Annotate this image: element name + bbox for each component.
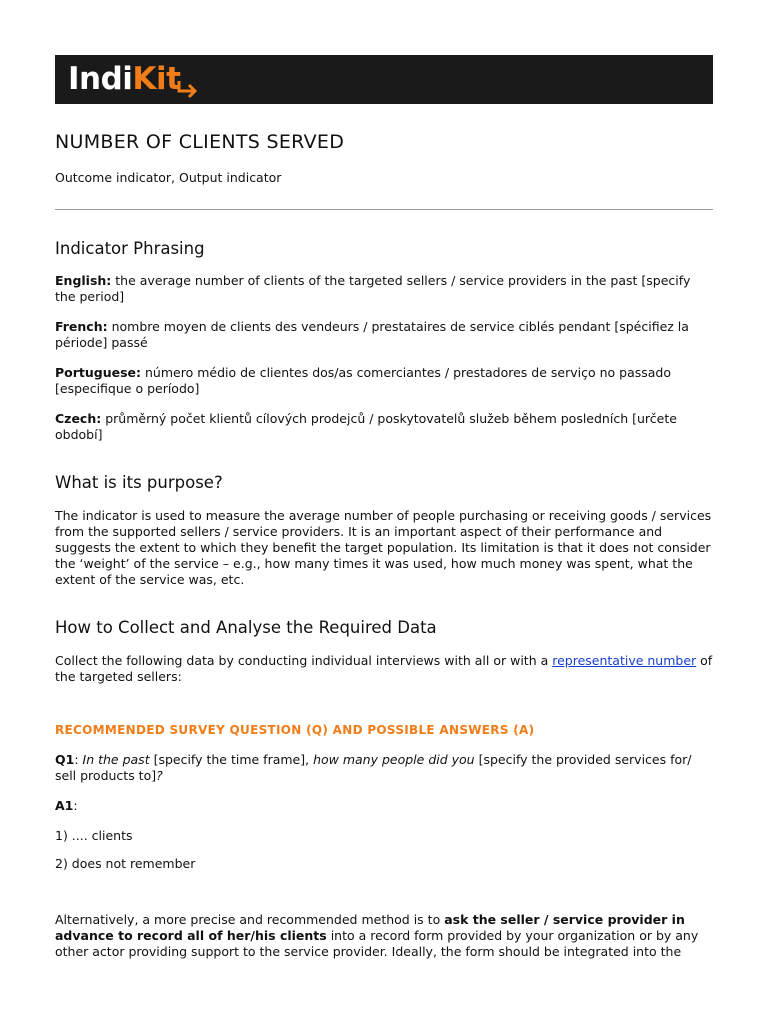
alternative-bold: ask the seller / service provider in advance to record all of her/his clients [55,912,685,943]
phrasing-text: nombre moyen de clients des vendeurs / prestataires de service ciblés pendant [spécifiez la période] passé [55,319,689,350]
phrasing-text: número médio de clientes dos/as comerciantes / prestadores de serviço no passado [especifique o período] [55,365,671,396]
indikit-logo [68,61,180,97]
answer-option-2: 2) does not remember [55,856,196,871]
phrasing-label: Czech: [55,411,102,426]
header-logo-bar [55,55,713,104]
alternative-text-2: into a record form provided by your organization or by any other actor providing support to the service provider. Ideally, the form should be integrated into the [55,928,699,959]
survey-question [55,752,713,784]
divider [55,209,713,210]
alternative-text [55,912,713,960]
phrasing-portuguese [55,365,713,397]
answer-colon: : [73,798,78,813]
phrasing-french [55,319,713,351]
phrasing-label: Portuguese: [55,365,142,380]
question-label: Q1 [55,752,75,767]
answer-option-1: 1) .... clients [55,828,133,843]
question-end: ? [156,768,163,783]
phrasing-label: English: [55,273,112,288]
section-phrasing [55,238,713,443]
phrasing-label: French: [55,319,108,334]
phrasing-text: průměrný počet klientů cílových prodejců / poskytovatelů služeb během posledních [určete období] [55,411,677,442]
question-text-1: [specify the time frame], [149,752,314,767]
section-collect [55,617,713,960]
arrow-icon [176,79,198,99]
indicator-type: Outcome indicator, Output indicator [55,170,282,185]
survey-heading: RECOMMENDED SURVEY QUESTION (Q) AND POSSIBLE ANSWERS (A) [55,723,535,737]
purpose-text: The indicator is used to measure the average number of people purchasing or receiving goods / services from the supported sellers / service providers. It is an important aspect of their performance and suggests the extent to which they benefit the target population. Its limitation is that it does not consider the ‘weight’ of the service – e.g., how many times it was used, how much money was spent, what the extent of the service was, etc. [55,508,712,587]
answer-heading [55,798,713,814]
page [55,55,713,960]
logo-text-kit: Kit [132,61,181,97]
logo-text-indi: Indi [68,61,133,97]
answer-label: A1 [55,798,74,813]
collect-text-before: Collect the following data by conducting individual interviews with all or with a [55,653,553,668]
representative-number-link[interactable]: representative number [552,653,697,668]
section-purpose [55,472,713,588]
collect-text-after: of the targeted sellers: [55,653,713,684]
phrasing-czech [55,411,713,443]
collect-text [55,653,713,685]
section-heading-collect: How to Collect and Analyse the Required Data [55,618,437,637]
alternative-text-1: Alternatively, a more precise and recommended method is to [55,912,445,927]
page-title: NUMBER OF CLIENTS SERVED [55,131,345,153]
section-heading-purpose: What is its purpose? [55,473,223,492]
question-italic-2: how many people did you [313,752,475,767]
question-text-2: [specify the provided services for/ sell products to] [55,752,692,783]
question-italic-1: In the past [82,752,150,767]
question-colon: : [74,752,83,767]
phrasing-english [55,273,713,305]
phrasing-text: the average number of clients of the targeted sellers / service providers in the past [specify the period] [55,273,691,304]
section-heading-phrasing: Indicator Phrasing [55,239,205,258]
